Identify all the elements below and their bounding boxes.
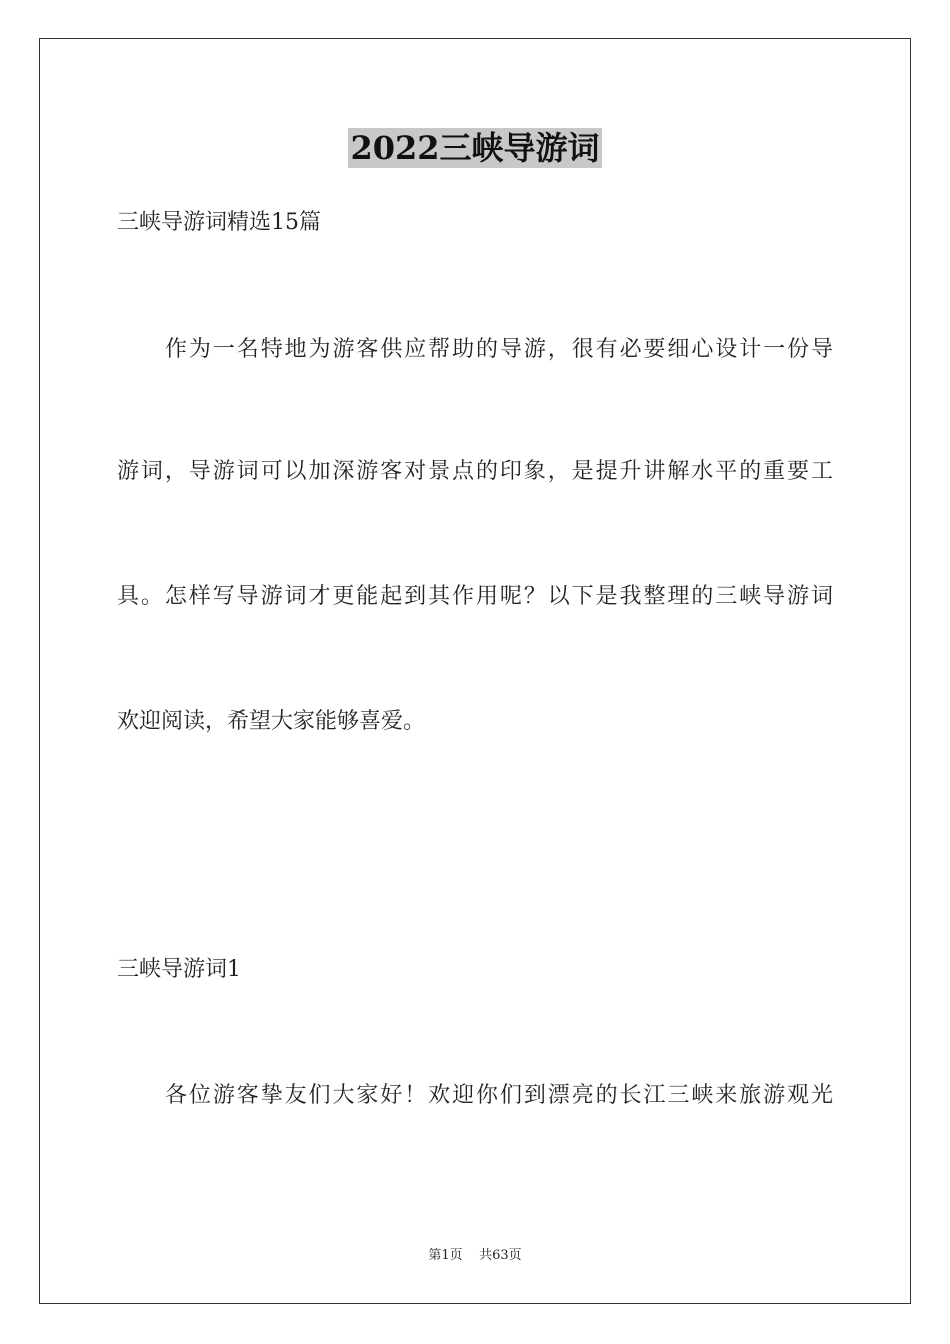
page-total: 共63页 xyxy=(479,1248,522,1263)
paragraph-line: 作为一名特地为游客供应帮助的导游，很有必要细心设计一份导 xyxy=(165,337,833,362)
section-heading: 三峡导游词1 xyxy=(117,957,241,982)
title-container xyxy=(0,128,950,168)
page-footer xyxy=(0,1247,950,1265)
paragraph-line: 各位游客挚友们大家好！欢迎你们到漂亮的长江三峡来旅游观光 xyxy=(165,1083,833,1108)
document-title: 2022三峡导游词 xyxy=(350,129,600,167)
page-number: 第1页 xyxy=(428,1248,463,1263)
paragraph-line: 具。怎样写导游词才更能起到其作用呢？以下是我整理的三峡导游词 xyxy=(117,584,833,609)
document-subtitle: 三峡导游词精选15篇 xyxy=(117,210,321,235)
paragraph-line: 欢迎阅读，希望大家能够喜爱。 xyxy=(117,709,426,734)
paragraph-line: 游词，导游词可以加深游客对景点的印象，是提升讲解水平的重要工 xyxy=(117,459,833,484)
